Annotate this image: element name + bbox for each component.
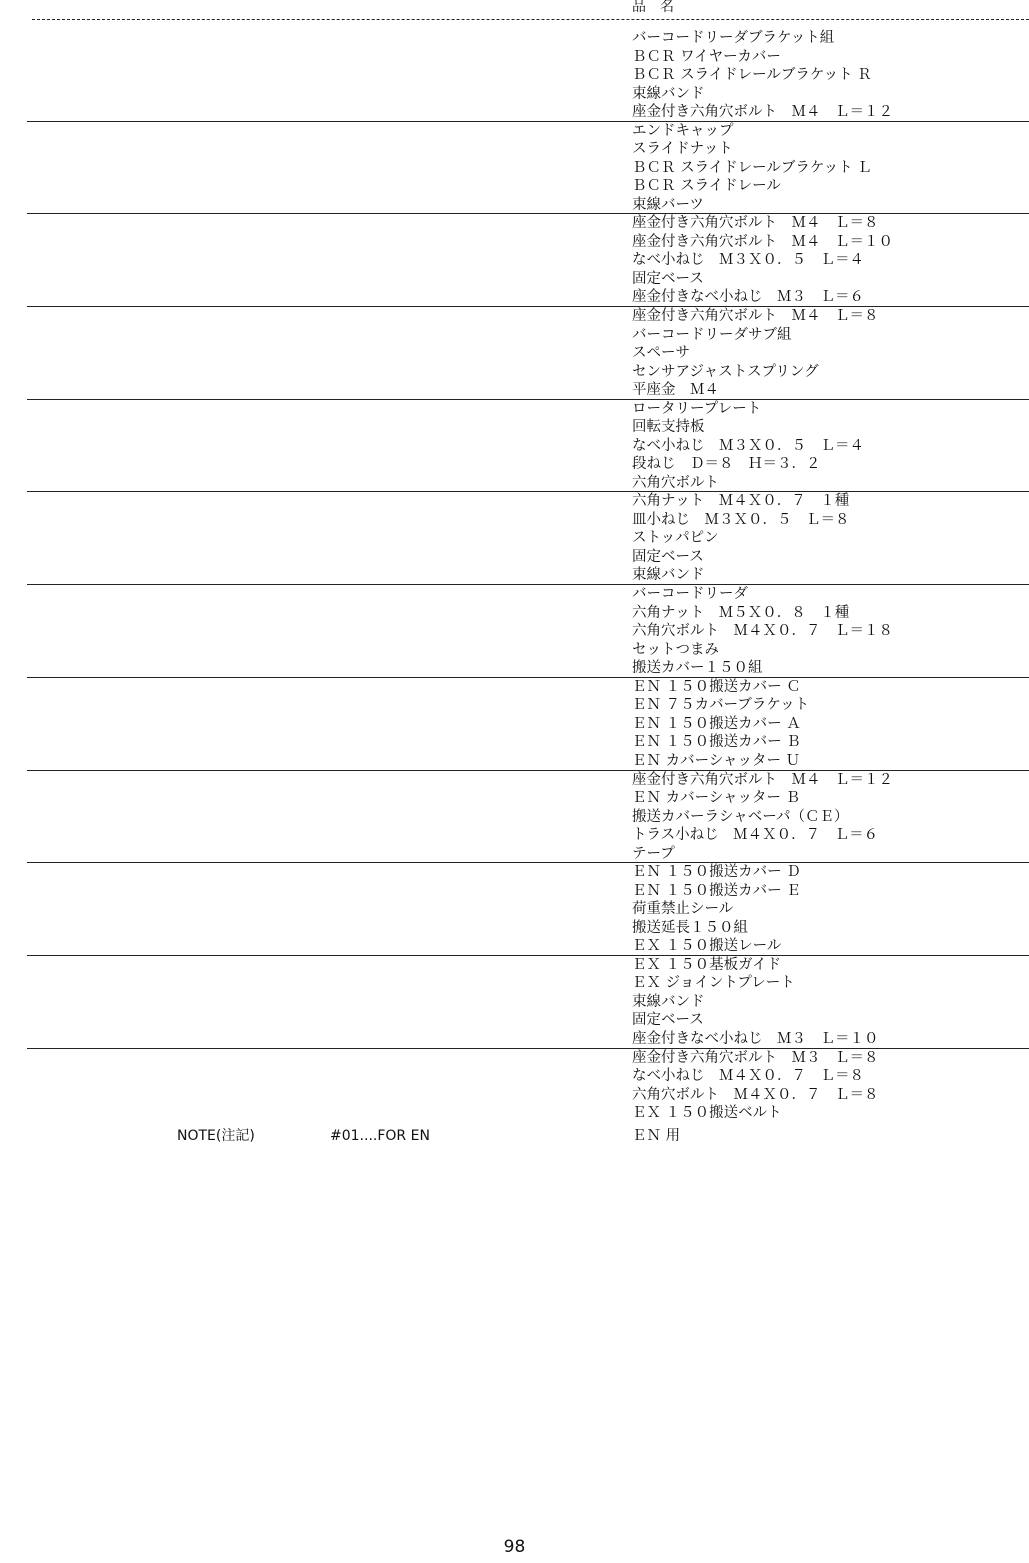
part-name-item: 搬送カバー１５０組 [632, 660, 763, 677]
part-name-item: テープ [632, 845, 675, 862]
parts-group [0, 863, 1029, 956]
part-name-item: ＥＸ １５０搬送レール [632, 938, 782, 955]
parts-group [0, 122, 1029, 215]
header-dashed-divider [32, 19, 1029, 20]
part-name-item: 搬送カバーラシャベーパ（ＣＥ） [632, 808, 849, 825]
part-name-item: 平座金 Ｍ４ [632, 382, 719, 399]
part-name-item: 荷重禁止シール [632, 901, 734, 918]
part-name-item: ＥＮ １５０搬送カバー Ｃ [632, 678, 801, 695]
note-value: ＥＮ 用 [632, 1128, 681, 1144]
part-name-item: ＥＸ ジョイントプレート [632, 975, 795, 992]
part-name-item: 束線バンド [632, 993, 705, 1010]
part-name-item: 六角穴ボルト Ｍ４Ｘ０．７ Ｌ＝１８ [632, 623, 893, 640]
part-name-item: ＥＮ カバーシャッター Ｂ [632, 790, 801, 806]
part-name-item: ＥＸ １５０搬送ベルト [632, 1105, 782, 1122]
part-name-item: 皿小ねじ Ｍ３Ｘ０．５ Ｌ＝８ [632, 511, 850, 528]
part-name-item: なべ小ねじ Ｍ３Ｘ０．５ Ｌ＝４ [632, 252, 864, 269]
part-name-item: 座金付き六角穴ボルト Ｍ４ Ｌ＝１０ [632, 233, 893, 250]
part-name-item: バーコードリーダ [632, 586, 748, 603]
part-name-item: 搬送延長１５０組 [632, 919, 748, 936]
part-name-item: なべ小ねじ Ｍ３Ｘ０．５ Ｌ＝４ [632, 437, 864, 454]
part-name-item: 座金付き六角穴ボルト Ｍ４ Ｌ＝８ [632, 215, 879, 232]
part-name-item: 座金付き六角穴ボルト Ｍ４ Ｌ＝１２ [632, 104, 893, 120]
note-label: NOTE(注記) [177, 1128, 255, 1144]
part-name-item: ＢＣＲ スライドレールブラケット Ｌ [632, 159, 872, 176]
part-name-item: 座金付き六角穴ボルト Ｍ４ Ｌ＝８ [632, 308, 879, 325]
part-name-item: ＢＣＲ スライドレールブラケット Ｒ [632, 67, 872, 83]
part-name-item: ロータリープレート [632, 400, 762, 417]
part-name-item: バーコードリーダブラケット組 [632, 30, 835, 46]
part-name-item: セットつまみ [632, 641, 719, 658]
part-name-item: 六角穴ボルト Ｍ４Ｘ０．７ Ｌ＝８ [632, 1086, 879, 1103]
part-name-item: なべ小ねじ Ｍ４Ｘ０．７ Ｌ＝８ [632, 1068, 864, 1085]
part-name-item: 段ねじ Ｄ＝８ Ｈ＝３．２ [632, 456, 821, 473]
part-name-item: ＥＮ １５０搬送カバー Ｂ [632, 734, 801, 751]
parts-group [0, 29, 1029, 122]
part-name-item: 束線バンド [632, 567, 705, 584]
part-name-item: スペーサ [632, 345, 690, 362]
note-text: #01....FOR EN [330, 1128, 430, 1144]
page-number: 98 [503, 1537, 526, 1557]
part-name-item: 座金付き六角穴ボルト Ｍ３ Ｌ＝８ [632, 1049, 879, 1066]
part-name-item: 固定ベース [632, 1012, 704, 1029]
part-name-item: トラス小ねじ Ｍ４Ｘ０．７ Ｌ＝６ [632, 827, 879, 843]
part-name-item: ＢＣＲ スライドレール [632, 178, 781, 195]
part-name-item: 座金付きなべ小ねじ Ｍ３ Ｌ＝１０ [632, 1030, 879, 1047]
column-header-part-name: 品 名 [632, 0, 674, 15]
part-name-item: ＥＮ １５０搬送カバー Ａ [632, 715, 801, 732]
part-name-item: 座金付きなべ小ねじ Ｍ３ Ｌ＝６ [632, 289, 864, 306]
part-name-item: ＥＮ ７５カバーブラケット [632, 697, 810, 714]
part-name-item: エンドキャップ [632, 122, 734, 139]
parts-group [0, 400, 1029, 493]
part-name-item: センサアジャストスプリング [632, 363, 819, 380]
part-name-item: ＥＮ １５０搬送カバー Ｅ [632, 882, 801, 899]
parts-group [0, 678, 1029, 771]
parts-group [0, 585, 1029, 678]
part-name-item: ＥＸ １５０基板ガイド [632, 956, 782, 973]
parts-group [0, 307, 1029, 400]
parts-list [0, 29, 1029, 1141]
part-name-item: バーコードリーダサブ組 [632, 326, 792, 343]
part-name-item: 座金付き六角穴ボルト Ｍ４ Ｌ＝１２ [632, 771, 893, 788]
part-name-item: ＢＣＲ ワイヤーカバー [632, 48, 781, 65]
part-name-item: 六角穴ボルト [632, 474, 719, 491]
part-name-item: 固定ベース [632, 548, 704, 565]
part-name-item: 固定ベース [632, 270, 704, 287]
part-name-item: ＥＮ カバーシャッター Ｕ [632, 752, 801, 769]
part-name-item: 六角ナット Ｍ４Ｘ０．７ １種 [632, 493, 850, 510]
part-name-item: スライドナット [632, 141, 733, 158]
part-name-item: ストッパピン [632, 530, 719, 547]
parts-group [0, 956, 1029, 1049]
part-name-item: ＥＮ １５０搬送カバー Ｄ [632, 864, 801, 881]
parts-group [0, 771, 1029, 864]
parts-group [0, 214, 1029, 307]
parts-group [0, 1049, 1029, 1142]
part-name-item: 六角ナット Ｍ５Ｘ０．８ １種 [632, 604, 850, 621]
parts-group [0, 492, 1029, 585]
part-name-item: 束線バーツ [632, 196, 704, 213]
part-name-item: 回転支持板 [632, 419, 705, 436]
part-name-item: 束線バンド [632, 85, 705, 102]
